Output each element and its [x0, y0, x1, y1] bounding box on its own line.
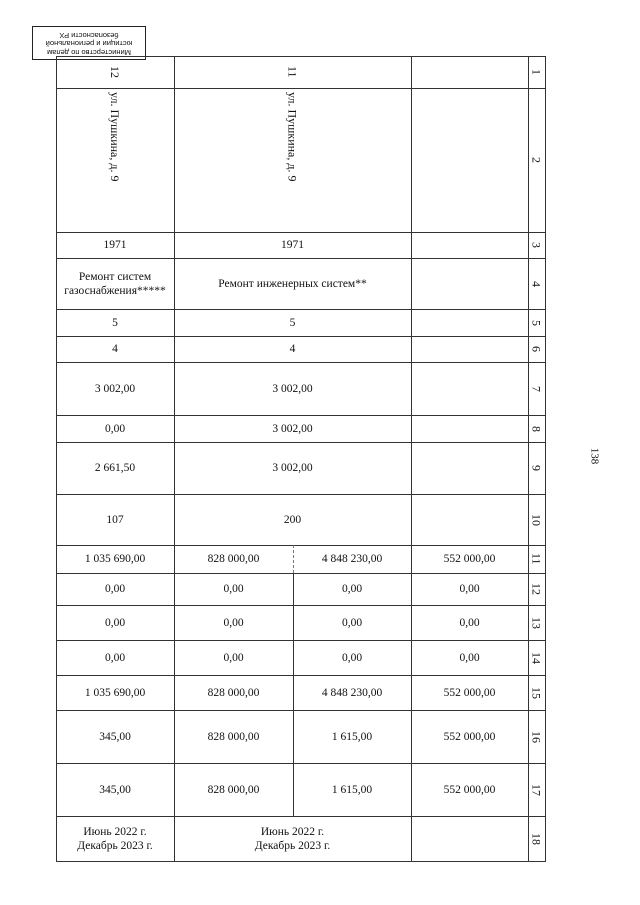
row-number: 7 [529, 385, 544, 392]
row-number: 2 [529, 157, 544, 163]
value-cell: 2 661,50 [94, 462, 136, 474]
period-cell [56, 816, 174, 861]
value-cell: 5 [289, 316, 296, 329]
page-number: 138 [588, 447, 601, 465]
row-number: 5 [529, 319, 544, 326]
amount-cell: 828 000,00 [207, 686, 260, 699]
value-cell: 3 002,00 [94, 382, 136, 395]
amount-cell: 1 035 690,00 [84, 686, 146, 699]
column-header: 11 [285, 66, 300, 78]
amount-cell: 0,00 [459, 616, 480, 629]
amount-cell: 4 848 230,00 [321, 553, 383, 565]
data-table [56, 56, 546, 862]
amount-cell: 0,00 [341, 583, 363, 595]
amount-cell: 0,00 [341, 616, 363, 629]
work-type-cell: Ремонт инженерных систем** [218, 277, 367, 290]
amount-cell: 828 000,00 [207, 730, 260, 743]
row-number: 13 [529, 616, 544, 629]
amount-cell: 1 615,00 [331, 783, 373, 796]
row-number: 17 [529, 783, 544, 796]
period-start: Июнь 2022 г. [83, 825, 147, 838]
value-cell: 3 002,00 [272, 462, 313, 474]
period-start: Июнь 2022 г. [260, 825, 325, 838]
value-cell: 0,00 [104, 422, 126, 435]
amount-cell: 0,00 [341, 651, 363, 664]
amount-cell: 0,00 [223, 616, 244, 629]
amount-cell: 552 000,00 [443, 730, 496, 743]
row-number: 3 [529, 242, 544, 248]
value-cell: 4 [289, 343, 296, 355]
value-cell: 4 [112, 343, 118, 355]
year-cell: 1971 [281, 239, 304, 251]
row-number: 8 [529, 425, 544, 432]
column-header: 12 [108, 66, 122, 78]
period-end: Декабрь 2023 г. [77, 839, 153, 852]
stamp-line: безопасности РХ [59, 30, 119, 40]
period-cell [174, 816, 411, 861]
amount-cell: 345,00 [99, 783, 131, 796]
row-number: 14 [529, 651, 544, 664]
amount-cell: 1 615,00 [331, 730, 373, 743]
amount-cell: 552 000,00 [443, 553, 496, 565]
amount-cell: 0,00 [104, 616, 126, 629]
amount-cell: 0,00 [104, 583, 126, 595]
registration-stamp [32, 26, 146, 60]
row-number: 12 [529, 583, 544, 595]
amount-cell: 0,00 [459, 651, 480, 664]
value-cell: 107 [106, 513, 124, 526]
value-cell: 3 002,00 [272, 422, 313, 435]
row-number: 18 [529, 832, 544, 845]
value-cell: 200 [283, 513, 302, 526]
amount-cell: 0,00 [223, 651, 244, 664]
amount-cell: 4 848 230,00 [321, 686, 383, 699]
row-number: 16 [529, 730, 544, 743]
row-number: 4 [529, 280, 544, 287]
row-number: 15 [529, 686, 544, 699]
stamp-line: юстиции и региональной [45, 39, 133, 49]
row-number: 11 [529, 553, 544, 565]
row-number: 10 [529, 513, 544, 526]
amount-cell: 0,00 [459, 583, 480, 595]
amount-cell: 552 000,00 [443, 783, 496, 796]
value-cell: 5 [112, 316, 118, 329]
address-cell: ул. Пушкина, д. 9 [108, 92, 122, 182]
amount-cell: 345,00 [99, 730, 131, 743]
row-number: 6 [529, 346, 544, 352]
amount-cell: 828 000,00 [207, 553, 260, 565]
amount-cell: 0,00 [104, 651, 126, 664]
address-cell: ул. Пушкина, д. 9 [285, 92, 300, 182]
amount-cell: 828 000,00 [207, 783, 260, 796]
row-number: 9 [529, 465, 544, 471]
stamp-line: Министерство по делам [47, 47, 131, 57]
amount-cell: 0,00 [223, 583, 244, 595]
amount-cell: 552 000,00 [443, 686, 496, 699]
period-end: Декабрь 2023 г. [254, 839, 331, 852]
row-number: 1 [529, 69, 544, 75]
work-type-cell: Ремонт систем газоснабжения***** [64, 270, 166, 297]
year-cell: 1971 [103, 239, 127, 251]
amount-cell: 1 035 690,00 [84, 553, 146, 565]
value-cell: 3 002,00 [272, 382, 313, 395]
